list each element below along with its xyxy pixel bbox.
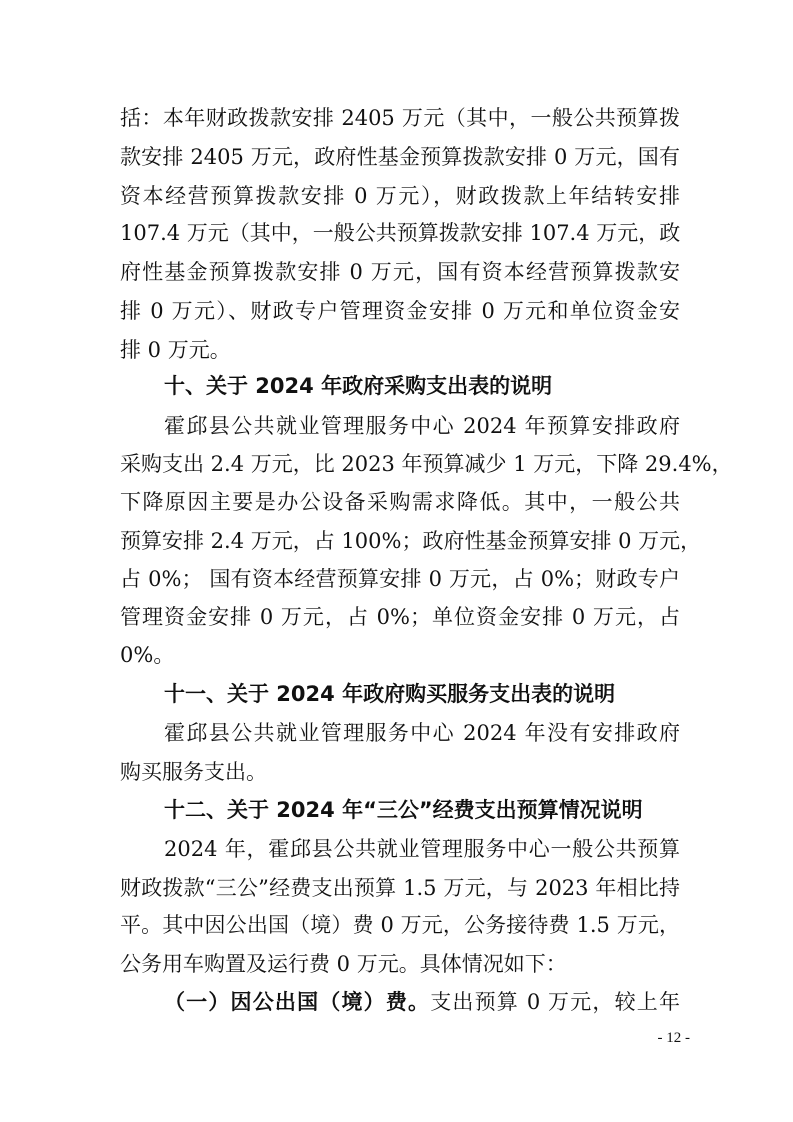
text-line: 公务用车购置及运行费 0 万元。具体情况如下： [120, 952, 567, 976]
text-span: 支出预算 0 万元，较上年 [430, 990, 680, 1014]
text-line: 括：本年财政拨款安排 2405 万元（其中，一般公共预算拨 [120, 106, 680, 130]
text-line: 款安排 2405 万元，政府性基金预算拨款安排 0 万元，国有 [120, 145, 680, 169]
section-heading-10: 十、关于 2024 年政府采购支出表的说明 [164, 374, 553, 398]
text-line: 资本经营预算拨款安排 0 万元），财政拨款上年结转安排 [120, 184, 680, 208]
subsection-heading: （一）因公出国（境）费。 [164, 990, 431, 1014]
text-line: 财政拨款“三公”经费支出预算 1.5 万元，与 2023 年相比持 [120, 876, 680, 900]
section-heading-12: 十二、关于 2024 年“三公”经费支出预算情况说明 [164, 798, 643, 822]
text-line: 采购支出 2.4 万元，比 2023 年预算减少 1 万元，下降 29.4%， [120, 452, 733, 476]
text-line: 管理资金安排 0 万元，占 0%；单位资金安排 0 万元，占 [120, 605, 680, 629]
text-line: 排 0 万元）、财政专户管理资金安排 0 万元和单位资金安 [120, 299, 680, 323]
section-heading-11: 十一、关于 2024 年政府购买服务支出表的说明 [164, 682, 616, 706]
text-line: 平。其中因公出国（境）费 0 万元，公务接待费 1.5 万元， [120, 913, 680, 937]
text-line: 占 0%； 国有资本经营预算安排 0 万元，占 0%；财政专户 [120, 567, 680, 591]
text-line: 购买服务支出。 [120, 760, 267, 784]
text-line: 预算安排 2.4 万元，占 100%；政府性基金预算安排 0 万元， [120, 529, 702, 553]
text-line [164, 982, 680, 1022]
text-line: 下降原因主要是办公设备采购需求降低。其中，一般公共 [120, 490, 680, 514]
text-line: 0%。 [120, 643, 175, 667]
text-line: 2024 年，霍邱县公共就业管理服务中心一般公共预算 [164, 837, 680, 861]
text-line: 排 0 万元。 [120, 338, 231, 362]
page-number: - 12 - [657, 1030, 690, 1046]
text-line: 107.4 万元（其中，一般公共预算拨款安排 107.4 万元，政 [120, 221, 681, 245]
text-line: 霍邱县公共就业管理服务中心 2024 年没有安排政府 [164, 721, 680, 745]
text-line: 霍邱县公共就业管理服务中心 2024 年预算安排政府 [164, 414, 680, 438]
text-line: 府性基金预算拨款安排 0 万元，国有资本经营预算拨款安 [120, 260, 680, 284]
